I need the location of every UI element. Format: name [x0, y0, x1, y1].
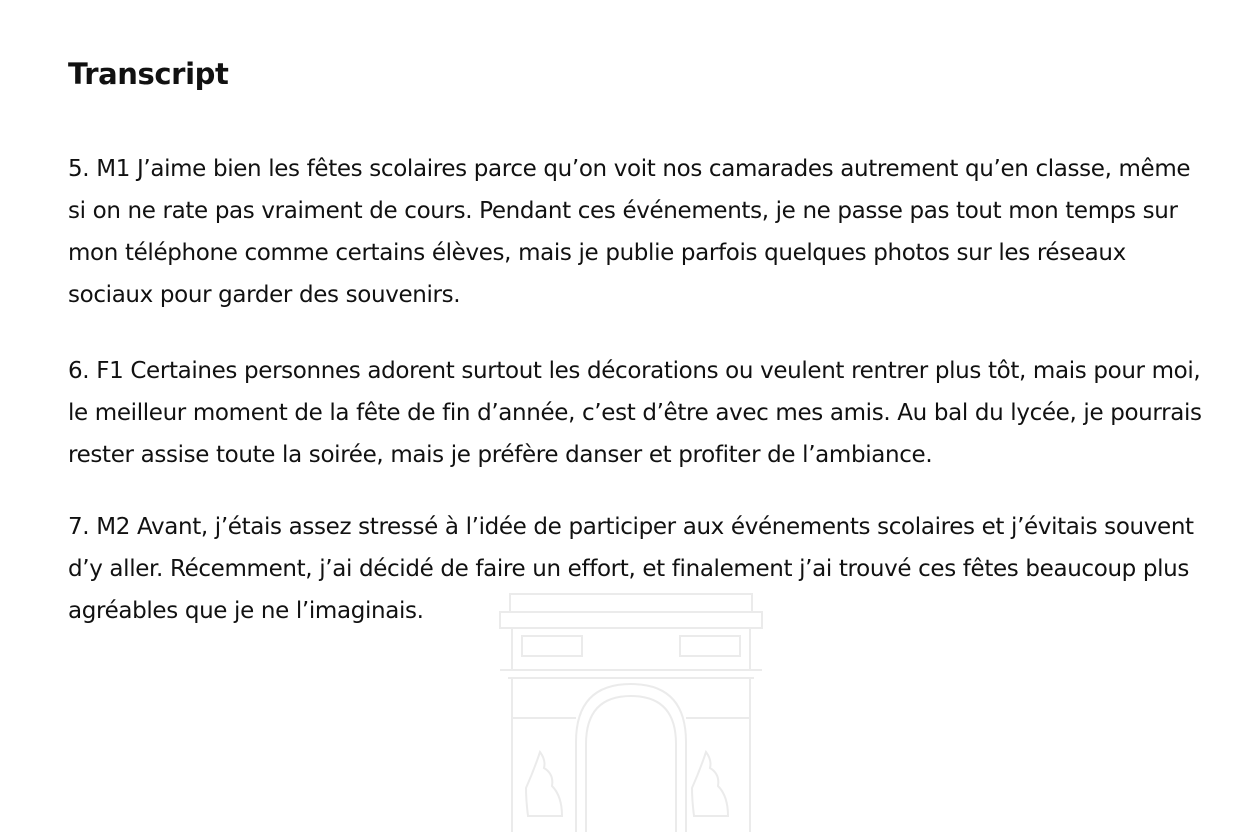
transcript-content — [68, 52, 1208, 632]
transcript-entry: 6. F1 Certaines personnes adorent surtout les décorations ou veulent rentrer plus tôt, mais pour moi, le meilleur moment de la fête de fin d’année, c’est d’être avec mes amis. Au bal du lycée, je pourrais rester assise toute la soirée, mais je préfère danser et profiter de l’ambiance. — [68, 358, 1202, 468]
transcript-entries — [68, 148, 1208, 632]
page-title: Transcript — [68, 57, 229, 91]
transcript-entry: 7. M2 Avant, j’étais assez stressé à l’idée de participer aux événements scolaires et j’évitais souvent d’y aller. Récemment, j’ai décidé de faire un effort, et finalement j’ai trouvé ces fêtes beaucoup plus agréables que je ne l’imaginais. — [68, 514, 1194, 624]
transcript-entry: 5. M1 J’aime bien les fêtes scolaires parce qu’on voit nos camarades autrement qu’en classe, même si on ne rate pas vraiment de cours. Pendant ces événements, je ne passe pas tout mon temps sur mon téléphone comme certains élèves, mais je publie parfois quelques photos sur les réseaux sociaux pour garder des souvenirs. — [68, 156, 1191, 308]
